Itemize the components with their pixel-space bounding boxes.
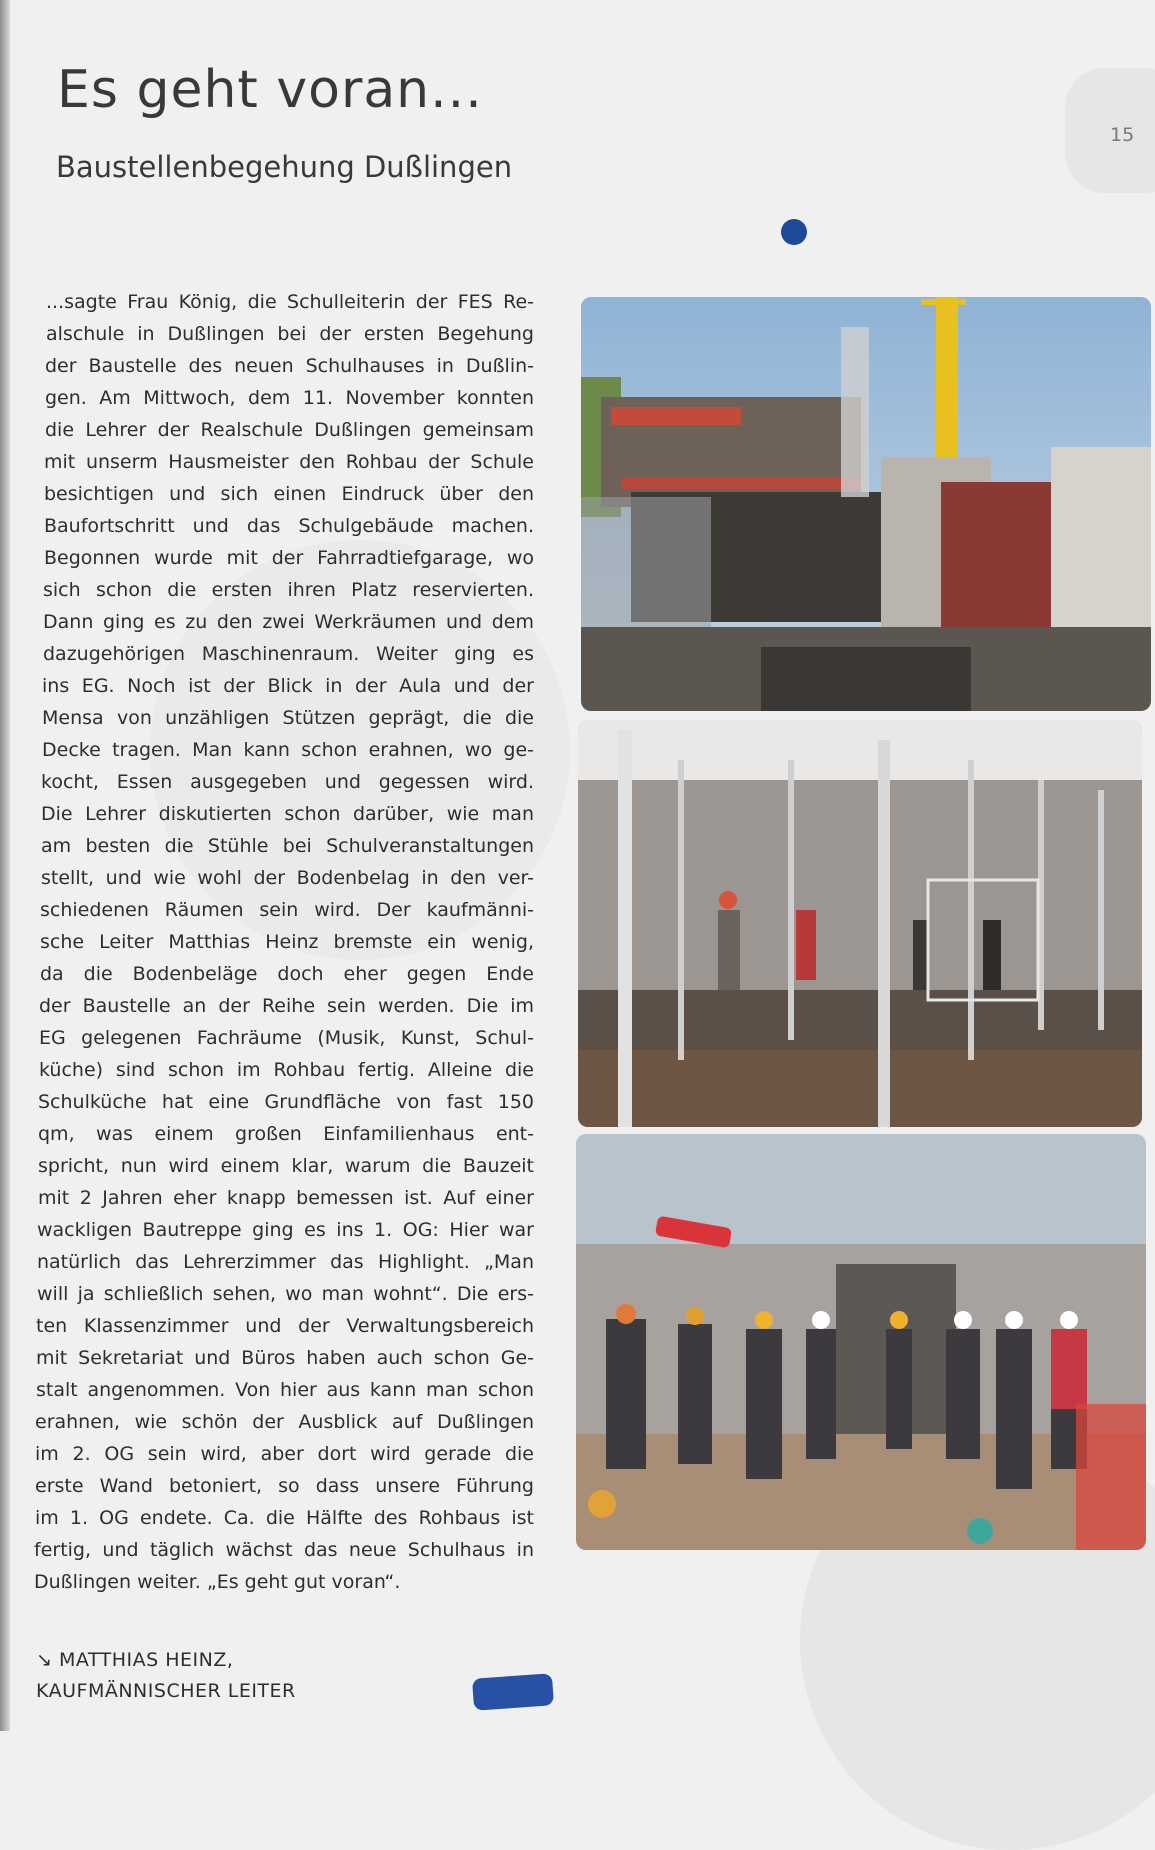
article-line: sche Leiter Matthias Heinz bremste ein wenig, [40,931,534,953]
article-line: erahnen, wie schön der Ausblick auf Dußlingen [35,1411,534,1433]
article-title: Es geht voran... [57,60,483,120]
page-number: 15 [1110,124,1135,146]
article-line: Baufortschritt und das Schulgebäude machen. [44,515,534,537]
article-line: Begonnen wurde mit der Fahrradtiefgarage, wo [44,547,534,569]
teal-dot-ornament [967,1518,993,1544]
article-line: Decke tragen. Man kann schon erahnen, wo ge- [42,739,534,761]
article-line: ten Klassenzimmer und der Verwaltungsbereich [36,1315,534,1337]
article-line: Dann ging es zu den zwei Werkräumen und dem [43,611,534,633]
article-line: Schulküche hat eine Grundfläche von fast 150 [38,1091,534,1113]
article-line: mit 2 Jahren eher knapp bemessen ist. Auf einer [38,1187,534,1209]
article-line: alschule in Dußlingen bei der ersten Begehung [46,323,534,345]
article-line: Die Lehrer diskutierten schon darüber, wie man [41,803,534,825]
article-line: schiedenen Räumen sein wird. Der kaufmänni- [40,899,534,921]
article-line: da die Bodenbeläge doch eher gegen Ende [40,963,534,985]
article-line: fertig, und täglich wächst das neue Schulhaus in [34,1539,534,1561]
article-line: stalt angenommen. Von hier aus kann man schon [36,1379,534,1401]
article-line: besichtigen und sich einen Eindruck über den [44,483,534,505]
article-line: ins EG. Noch ist der Blick in der Aula und der [42,675,534,697]
article-line: der Baustelle des neuen Schulhauses in Dußlin- [45,355,534,377]
article-line: mit unserm Hausmeister den Rohbau der Schule [44,451,534,473]
photo-group-first-floor [576,1134,1146,1550]
author-credit [36,1645,296,1707]
article-line: stellt, und wie wohl der Bodenbelag in den ver- [41,867,534,889]
article-line: am besten die Stühle bei Schulveranstaltungen [41,835,534,857]
blue-dot-ornament [781,219,807,245]
article-line: natürlich das Lehrerzimmer das Highlight. „Man [37,1251,534,1273]
article-line: dazugehörigen Maschinenraum. Weiter ging es [43,643,534,665]
article-line: spricht, nun wird einem klar, warum die Bauzeit [38,1155,534,1177]
article-line: will ja schließlich sehen, wo man wohnt“. Die ers- [37,1283,534,1305]
article-line: EG gelegenen Fachräume (Musik, Kunst, Schul- [39,1027,534,1049]
article-line: im 1. OG endete. Ca. die Hälfte des Rohbaus ist [35,1507,534,1529]
blue-bar-ornament [472,1673,554,1711]
article-line: wackligen Bautreppe ging es ins 1. OG: Hier war [37,1219,534,1241]
author-role: KAUFMÄNNISCHER LEITER [36,1680,296,1702]
orange-dot-ornament [588,1490,616,1518]
article-subtitle: Baustellenbegehung Dußlingen [56,150,513,184]
article-line: Dußlingen weiter. „Es geht gut voran“. [34,1571,401,1593]
article-line: gen. Am Mittwoch, dem 11. November konnten [45,387,534,409]
article-line: küche) sind schon im Rohbau fertig. Alleine die [39,1059,534,1081]
article-line: der Baustelle an der Reihe sein werden. Die im [39,995,534,1017]
page-spine-shadow [0,0,10,1731]
article-line: qm, was einem großen Einfamilienhaus ent- [38,1123,534,1145]
photo-interior-supports [578,720,1142,1127]
article-body [34,286,534,1598]
article-line: mit Sekretariat und Büros haben auch schon Ge- [36,1347,534,1369]
article-line: ...sagte Frau König, die Schulleiterin der FES Re- [46,291,534,313]
author-name: ↘ MATTHIAS HEINZ, [36,1649,234,1671]
article-line: die Lehrer der Realschule Dußlingen gemeinsam [45,419,534,441]
article-line: erste Wand betoniert, so dass unsere Führung [35,1475,534,1497]
article-line: sich schon die ersten ihren Platz reservierten. [43,579,534,601]
photo-construction-exterior [581,297,1151,711]
article-line: Mensa von unzähligen Stützen geprägt, die die [42,707,534,729]
article-line: im 2. OG sein wird, aber dort wird gerade die [35,1443,534,1465]
article-line: kocht, Essen ausgegeben und gegessen wird. [41,771,534,793]
